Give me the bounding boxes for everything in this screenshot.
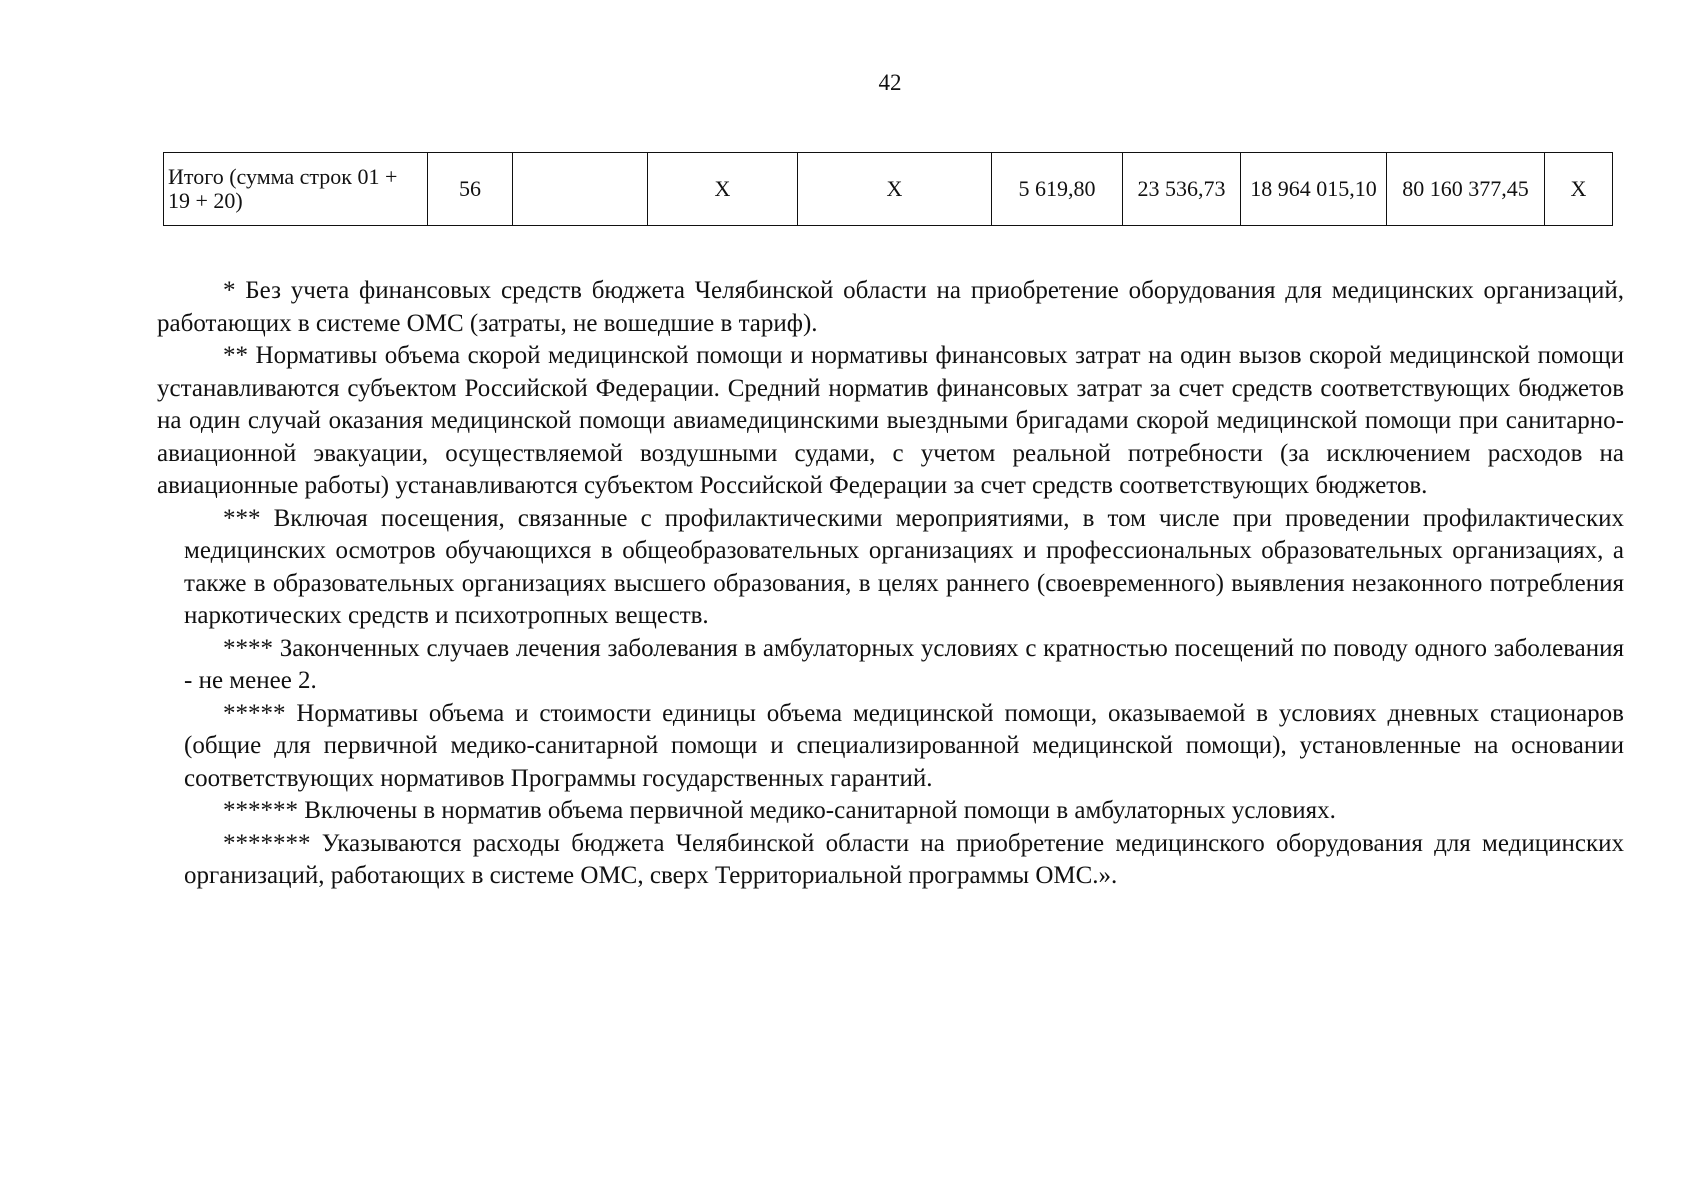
x-cell: X (798, 153, 992, 226)
value-cell: 80 160 377,45 (1387, 153, 1545, 226)
line-number-cell: 56 (428, 153, 513, 226)
x-cell: X (648, 153, 798, 226)
footnote: **** Законченных случаев лечения заболевания в амбулаторных условиях с кратностью посещений по поводу одного заболевания - не менее 2. (184, 634, 1624, 694)
footnotes (157, 275, 1624, 893)
table-row (164, 153, 1613, 226)
footnote: *** Включая посещения, связанные с профилактическими мероприятиями, в том числе при проведении профилактических медицинских осмотров обучающихся в общеобразовательных организациях и профессиональных образовательных организациях, а также в образовательных организациях высшего образования, в целях раннего (своевременного) выявления незаконного потребления наркотических средств и психотропных веществ. (184, 504, 1624, 629)
footnote: ** Нормативы объема скорой медицинской помощи и нормативы финансовых затрат на один вызов скорой медицинской помощи устанавливаются субъектом Российской Федерации. Средний норматив финансовых затрат за счет средств соответствующих бюджетов на один случай оказания медицинской помощи авиамедицинскими выездными бригадами скорой медицинской помощи при санитарно-авиационной эвакуации, осуществляемой воздушными судами, с учетом реальной потребности (за исключением расходов на авиационные работы) устанавливаются субъектом Российской Федерации за счет средств соответствующих бюджетов. (157, 342, 1624, 499)
footnote: ***** Нормативы объема и стоимости единицы объема медицинской помощи, оказываемой в условиях дневных стационаров (общие для первичной медико-санитарной помощи и специализированной медицинской помощи), установленные на основании соответствующих нормативов Программы государственных гарантий. (184, 699, 1624, 792)
row-label-cell: Итого (сумма строк 01 + 19 + 20) (164, 153, 428, 226)
footnote: ****** Включены в норматив объема первичной медико-санитарной помощи в амбулаторных условиях. (223, 797, 1336, 824)
footnote: ******* Указываются расходы бюджета Челябинской области на приобретение медицинского оборудования для медицинских организаций, работающих в системе ОМС, сверх Территориальной программы ОМС.». (184, 829, 1624, 889)
totals-table (163, 152, 1613, 226)
value-cell: 23 536,73 (1123, 153, 1241, 226)
x-cell: X (1545, 153, 1613, 226)
value-cell: 5 619,80 (992, 153, 1123, 226)
footnote: * Без учета финансовых средств бюджета Челябинской области на приобретение оборудования для медицинских организаций, работающих в системе ОМС (затраты, не вошедшие в тариф). (157, 277, 1624, 337)
page-number: 42 (878, 70, 902, 95)
value-cell: 18 964 015,10 (1241, 153, 1387, 226)
empty-cell (513, 153, 648, 226)
